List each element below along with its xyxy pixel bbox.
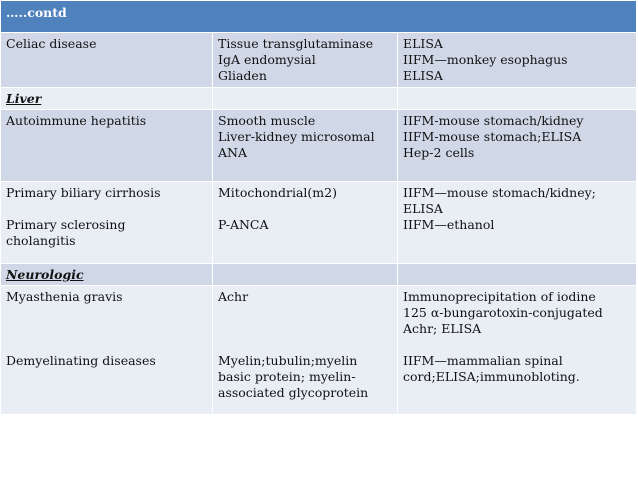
empty-cell	[398, 264, 637, 286]
method-item: cord;ELISA;immunobloting.	[403, 369, 580, 384]
section-label-liver: Liver	[6, 91, 42, 106]
method-item: Hep-2 cells	[403, 145, 475, 160]
antigen-item: basic protein; myelin-	[218, 369, 356, 384]
table-header-row	[1, 1, 637, 33]
disease-name: Primary biliary cirrhosis	[6, 185, 161, 200]
method-item: ELISA	[403, 201, 443, 216]
method-item: IIFM—mammalian spinal	[403, 353, 563, 368]
disease-name: Myasthenia gravis	[6, 289, 123, 304]
section-cell	[1, 264, 213, 286]
method-item: IIFM-mouse stomach;ELISA	[403, 129, 582, 144]
antigen-item: Myelin;tubulin;myelin	[218, 353, 358, 368]
antigen-item: Achr	[218, 289, 249, 304]
method-item: IIFM—ethanol	[403, 217, 495, 232]
disease-cell	[1, 110, 213, 182]
antigen-cell	[213, 33, 398, 88]
antigen-item: Mitochondrial(m2)	[218, 185, 337, 200]
section-row-neurologic	[1, 264, 637, 286]
table-row	[1, 110, 637, 182]
method-item: IIFM-mouse stomach/kidney	[403, 113, 584, 128]
antigen-cell	[213, 286, 398, 415]
method-item: Immunoprecipitation of iodine	[403, 289, 596, 304]
section-label-neurologic: Neurologic	[6, 267, 84, 282]
section-cell	[1, 88, 213, 110]
antigen-item: Smooth muscle	[218, 113, 316, 128]
disease-cell	[1, 286, 213, 415]
antigen-item: Gliaden	[218, 68, 267, 83]
method-cell	[398, 33, 637, 88]
disease-cell	[1, 182, 213, 264]
method-item: IIFM—monkey esophagus	[403, 52, 568, 67]
empty-cell	[398, 88, 637, 110]
method-item: ELISA	[403, 36, 443, 51]
empty-cell	[213, 264, 398, 286]
antigen-cell	[213, 110, 398, 182]
header-cell	[1, 1, 637, 33]
table-row	[1, 33, 637, 88]
method-item: Achr; ELISA	[403, 321, 482, 336]
table-row	[1, 286, 637, 415]
method-item: IIFM—mouse stomach/kidney;	[403, 185, 596, 200]
header-title: …..contd	[6, 5, 67, 20]
antigen-item: IgA endomysial	[218, 52, 316, 67]
disease-cell	[1, 33, 213, 88]
method-cell	[398, 286, 637, 415]
antigen-item: Tissue transglutaminase	[218, 36, 374, 51]
disease-name: Primary sclerosing	[6, 217, 126, 232]
antigen-item: Liver-kidney microsomal	[218, 129, 375, 144]
empty-cell	[213, 88, 398, 110]
disease-name: cholangitis	[6, 233, 76, 248]
antigen-item: ANA	[218, 145, 247, 160]
antigen-cell	[213, 182, 398, 264]
disease-name: Demyelinating diseases	[6, 353, 156, 368]
antigen-item: P-ANCA	[218, 217, 269, 232]
section-row-liver	[1, 88, 637, 110]
table-row	[1, 182, 637, 264]
disease-name: Autoimmune hepatitis	[6, 113, 147, 128]
disease-name: Celiac disease	[6, 36, 97, 51]
method-item: ELISA	[403, 68, 443, 83]
method-item: 125 α-bungarotoxin-conjugated	[403, 305, 603, 320]
antigen-item: associated glycoprotein	[218, 385, 369, 400]
method-cell	[398, 110, 637, 182]
method-cell	[398, 182, 637, 264]
